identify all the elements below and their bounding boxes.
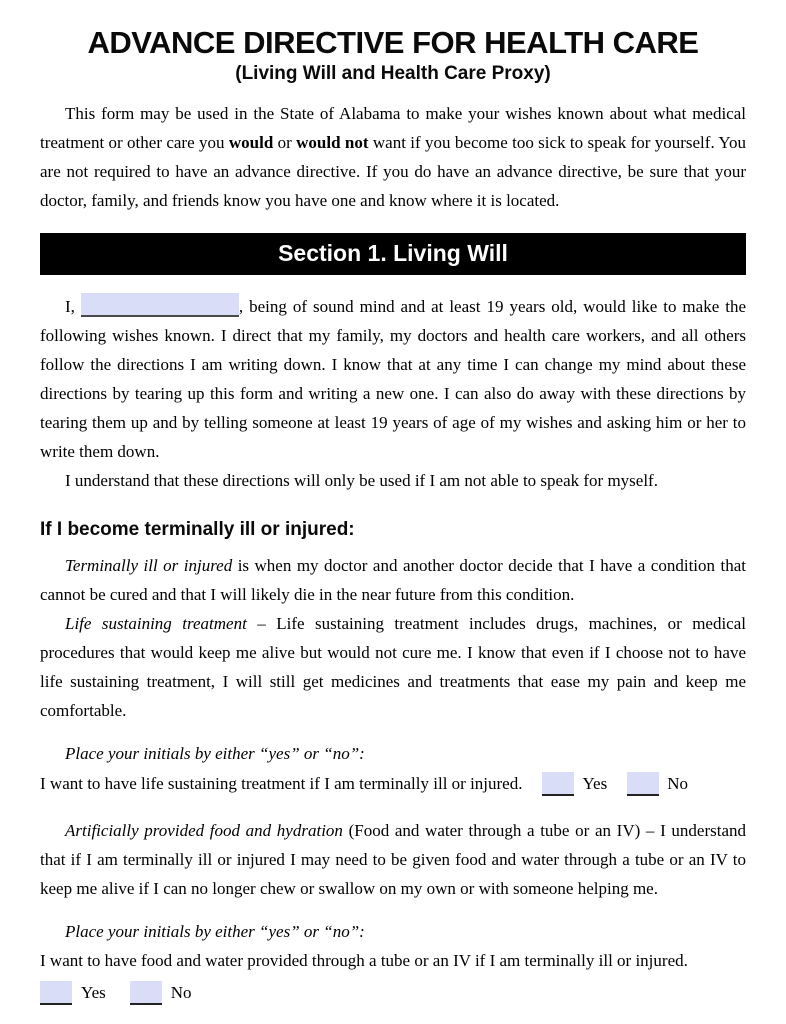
section1-opening-paragraph (40, 292, 746, 466)
food-hydration-rest: (Food and water through a tube or an IV) – I understand that if I am terminally ill or injured I may need to be given food and water through a tube or an IV to keep me alive if I can no longer chew or swallow on my own or with someone helping me. (40, 821, 746, 898)
section1-banner: Section 1. Living Will (40, 233, 746, 275)
terminally-ill-rest: is when my doctor and another doctor decide that I have a condition that cannot be cured and that I will likely die in the near future from this condition. (40, 556, 746, 604)
intro-bold-would-not: would not (296, 133, 369, 152)
food-water-statement: I want to have food and water provided through a tube or an IV if I am terminally ill or injured. (40, 951, 688, 970)
food-yes-pair (40, 983, 106, 1002)
lst-no-label: No (667, 774, 689, 793)
lst-yes-initials-field[interactable] (542, 772, 574, 796)
food-no-label: No (170, 983, 192, 1002)
intro-text-3: want if you become too sick to speak for yourself. You are not required to have an advance directive. If you do have an advance directive, be sure that your doctor, family, and friends know you have one and know where it is located. (40, 133, 746, 210)
terminally-ill-heading: If I become terminally ill or injured: (40, 519, 355, 540)
food-no-initials-field[interactable] (130, 981, 162, 1005)
terminally-ill-lead: Terminally ill or injured (65, 556, 233, 575)
food-water-initials-row (40, 978, 746, 1007)
life-sustaining-lead: Life sustaining treatment (65, 614, 247, 633)
life-sustaining-definition (40, 609, 746, 725)
initials-prompt-1: Place your initials by either “yes” or “no”: (65, 744, 365, 763)
food-yes-initials-field[interactable] (40, 981, 72, 1005)
food-yes-label: Yes (81, 983, 106, 1002)
intro-bold-would: would (228, 133, 274, 152)
life-sustaining-rest: – Life sustaining treatment includes drugs, machines, or medical procedures that would keep me alive but would not cure me. I know that even if I choose not to have life sustaining treatment, I will still get medicines and treatments that ease my pain and keep me comfortable. (40, 614, 746, 720)
food-hydration-lead: Artificially provided food and hydration (65, 821, 343, 840)
life-sustaining-statement: I want to have life sustaining treatment if I am terminally ill or injured. (40, 774, 523, 793)
intro-paragraph (40, 99, 746, 215)
opening-after-name: , being of sound mind and at least 19 years old, would like to make the following wishes known. I direct that my family, my doctors and health care workers, and all others follow the directions I am writing down. I know that at any time I can change my mind about these directions by tearing up this form and writing a new one. I can also do away with these directions by tearing them up and by telling someone at least 19 years of age of my wishes and asking him or her to write them down. (40, 297, 746, 461)
page-title: ADVANCE DIRECTIVE FOR HEALTH CARE (87, 25, 699, 60)
intro-text-2: or (273, 133, 297, 152)
life-sustaining-statement-row (40, 769, 746, 798)
lst-no-initials-field[interactable] (627, 772, 659, 796)
page-subtitle: (Living Will and Health Care Proxy) (235, 63, 551, 84)
opening-before-name: I, (65, 297, 81, 316)
initials-prompt-2: Place your initials by either “yes” or “no”: (65, 922, 365, 941)
food-no-pair (130, 983, 192, 1002)
intro-text-1: This form may be used in the State of Alabama to make your wishes known about what medical treatment or other care you (40, 104, 746, 152)
food-hydration-definition (40, 816, 746, 903)
terminally-ill-definition (40, 551, 746, 609)
declarant-name-field[interactable] (81, 293, 239, 317)
understand-paragraph: I understand that these directions will only be used if I am not able to speak for myself. (65, 471, 658, 490)
lst-yes-label: Yes (582, 774, 608, 793)
